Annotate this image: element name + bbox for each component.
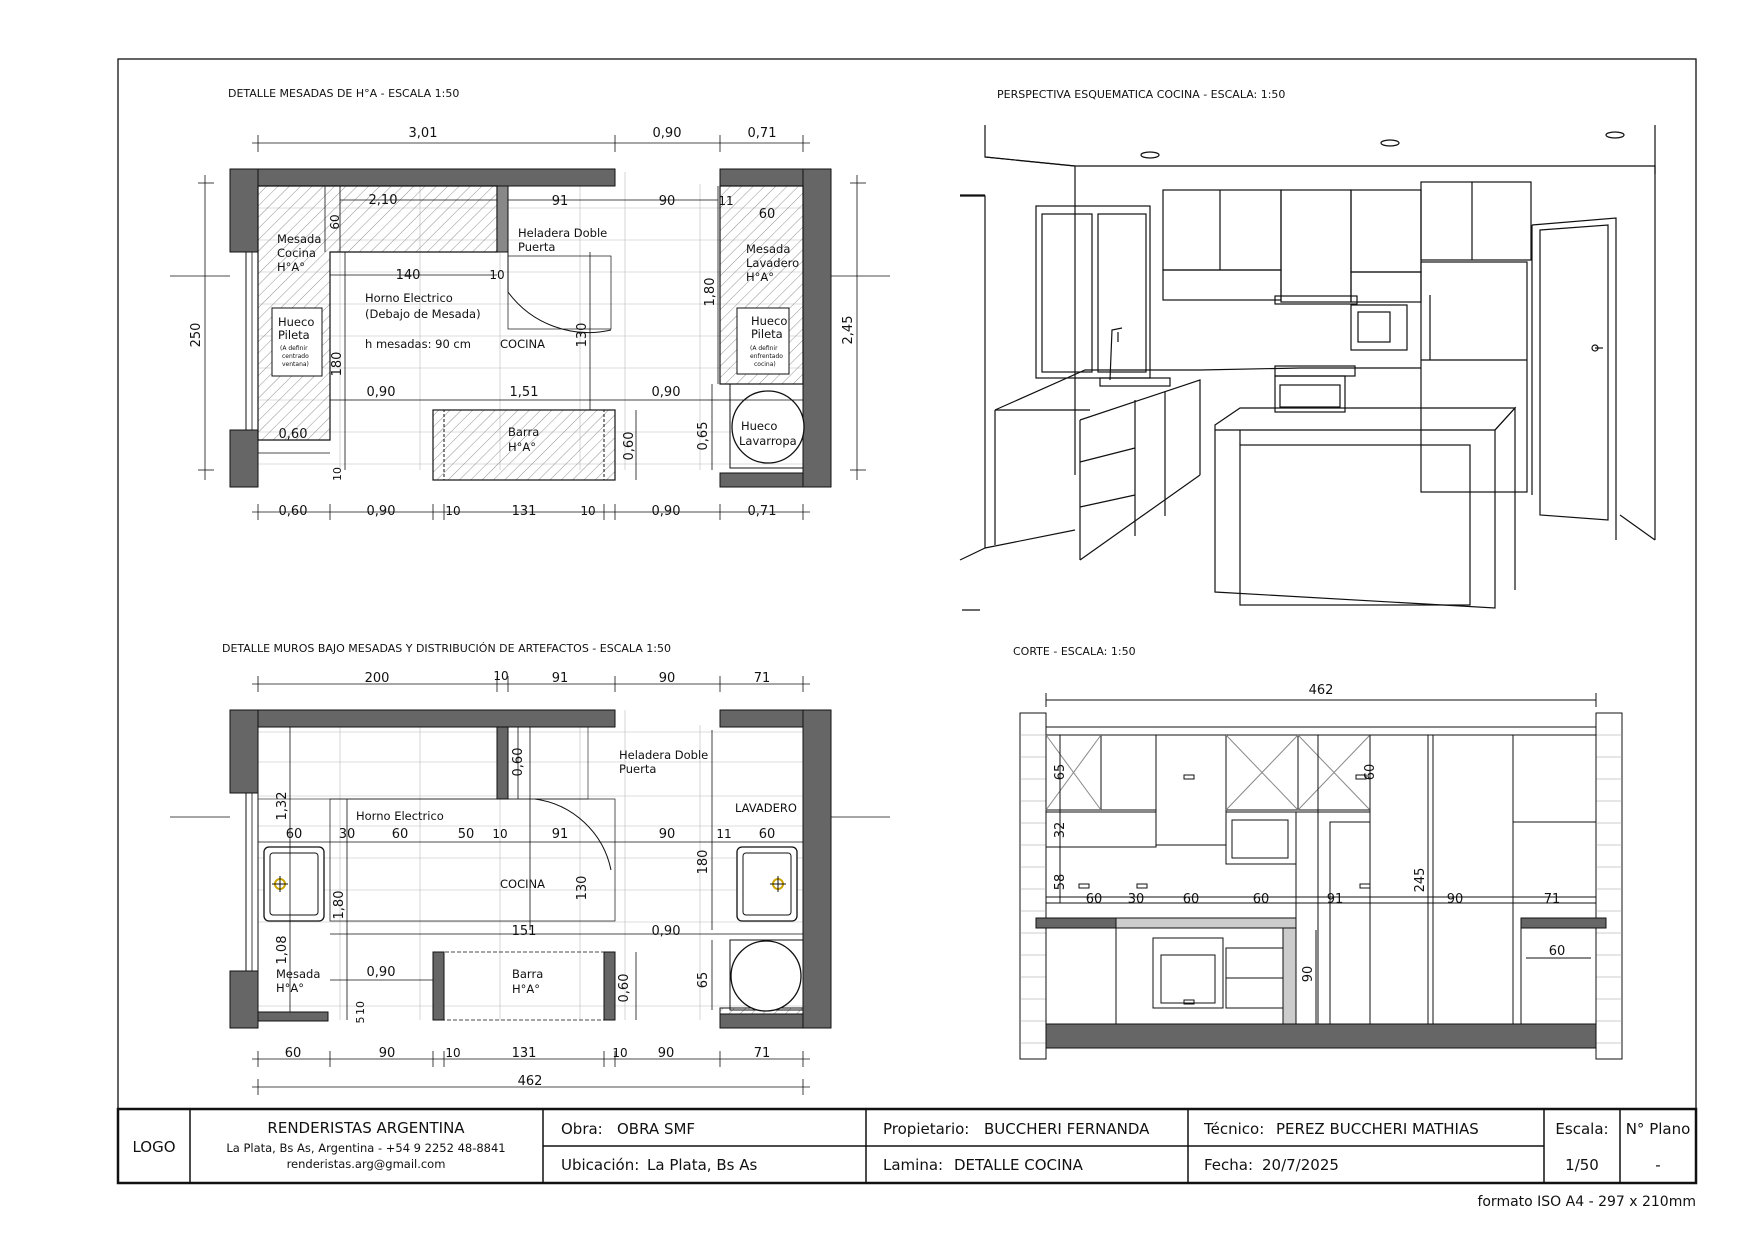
wall-right	[803, 169, 831, 487]
dim-11: 11	[718, 194, 734, 208]
dim-b-090a: 0,90	[651, 924, 681, 939]
label-b-horno: Horno Electrico	[356, 809, 444, 823]
oven-section	[1153, 938, 1223, 1008]
label-mesada-lav-1: Mesada	[746, 242, 791, 256]
dim-b-bot-90: 90	[378, 1046, 396, 1061]
dim-60b: 60	[758, 207, 776, 222]
wall-right-top	[720, 169, 803, 186]
kitchen-perspective	[960, 125, 1655, 610]
dim-b-bot-90b: 90	[657, 1046, 675, 1061]
dim-140: 140	[395, 268, 421, 283]
dim-b-71: 71	[753, 671, 771, 686]
dim-b-65: 65	[696, 971, 711, 989]
perspective-title: PERSPECTIVA ESQUEMATICA COCINA - ESCALA: 1:50	[997, 88, 1286, 101]
dim-left-250: 250	[189, 322, 204, 348]
wall-left-bottom	[230, 430, 258, 487]
tb-ubicacion-label: Ubicación:	[561, 1156, 640, 1174]
dim-sec-60b: 60	[1085, 892, 1103, 907]
dim-bot-071: 0,71	[747, 504, 777, 519]
dim-top-301: 3,01	[408, 126, 438, 141]
label-h-mesadas: h mesadas: 90 cm	[365, 337, 471, 351]
tb-obra-label: Obra:	[561, 1120, 603, 1138]
tb-fecha-value: 20/7/2025	[1262, 1156, 1339, 1174]
dim-b-91: 91	[551, 827, 569, 842]
dim-b-60b: 60	[391, 827, 409, 842]
label-hueco-right-2: Pileta	[751, 327, 783, 341]
dim-065: 0,65	[696, 421, 711, 451]
dim-right-245: 2,45	[841, 315, 856, 345]
upper-cabinets	[1163, 190, 1281, 270]
tb-lamina-value: DETALLE COCINA	[954, 1156, 1083, 1174]
wall-right-top-b	[720, 710, 803, 727]
dim-b-50: 50	[457, 827, 475, 842]
dim-b-11: 11	[716, 827, 732, 841]
wall-right-b	[803, 710, 831, 1028]
dim-180b: 180	[330, 351, 345, 377]
dim-b-30: 30	[338, 827, 356, 842]
plan-top	[170, 126, 890, 520]
label-heladera-1: Heladera Doble	[518, 226, 608, 240]
dim-b-90: 90	[658, 671, 676, 686]
dim-b-200: 200	[364, 671, 390, 686]
dim-bot-090: 0,90	[366, 504, 396, 519]
footer-format: formato ISO A4 - 297 x 210mm	[1477, 1194, 1696, 1210]
doorway	[1532, 218, 1616, 540]
washer-circle-b	[731, 941, 801, 1011]
dim-151: 1,51	[509, 385, 539, 400]
tb-email: renderistas.arg@gmail.com	[286, 1157, 446, 1171]
dim-b-180b: 180	[696, 849, 711, 875]
dim-bot-060: 0,60	[278, 504, 308, 519]
wall-left-top	[230, 169, 258, 252]
label-cocina: COCINA	[500, 337, 545, 351]
tb-escala-value: 1/50	[1565, 1156, 1599, 1174]
dim-bot-090b: 0,90	[651, 504, 681, 519]
dim-bot-10a: 10	[445, 504, 461, 518]
dim-sec-245: 245	[1413, 867, 1428, 893]
dim-b-132: 1,32	[275, 791, 290, 821]
plan-bottom	[170, 669, 890, 1095]
dim-b-180a: 1,80	[332, 890, 347, 920]
label-b-cocina: COCINA	[500, 877, 545, 891]
dim-060b: 0,60	[622, 431, 637, 461]
tb-escala-label: Escala:	[1555, 1120, 1609, 1138]
label-hueco-left-1: Hueco	[278, 315, 315, 329]
dim-b-60a: 60	[285, 827, 303, 842]
label-hueco-left-4: centrado	[282, 353, 309, 360]
dim-b-91: 91	[551, 671, 569, 686]
dim-b-60c: 60	[758, 827, 776, 842]
dim-060: 0,60	[278, 427, 308, 442]
dim-sec-462: 462	[1308, 683, 1334, 698]
dim-sec-71: 71	[1543, 892, 1561, 907]
tb-logo: LOGO	[132, 1138, 176, 1156]
wall-left-bottom-b	[230, 971, 258, 1028]
label-barra-2: H°A°	[508, 440, 537, 454]
fridge	[1421, 262, 1527, 492]
window-perspective	[1036, 206, 1150, 378]
dim-b-bot-60: 60	[284, 1046, 302, 1061]
wall-divider	[497, 186, 508, 252]
dim-sec-91: 91	[1326, 892, 1344, 907]
section-title: CORTE - ESCALA: 1:50	[1013, 645, 1136, 658]
label-mesada-cocina-3: H°A°	[277, 260, 306, 274]
dim-sec-60d: 60	[1252, 892, 1270, 907]
plan-bottom-title: DETALLE MUROS BAJO MESADAS Y DISTRIBUCIÓN DE ARTEFACTOS - ESCALA 1:50	[222, 642, 672, 655]
dim-top-090: 0,90	[652, 126, 682, 141]
label-heladera-2: Puerta	[518, 240, 556, 254]
dim-b-5: 5	[354, 1016, 367, 1024]
dim-b-151: 151	[511, 924, 537, 939]
label-horno-1: Horno Electrico	[365, 291, 453, 305]
label-b-heladera-2: Puerta	[619, 762, 657, 776]
label-hueco-right-4: enfrentado	[750, 353, 783, 360]
tb-tecnico-label: Técnico:	[1204, 1120, 1265, 1138]
island	[1215, 408, 1515, 430]
dim-sec-32: 32	[1053, 821, 1068, 839]
dim-b-10: 10	[493, 669, 509, 683]
dim-sec-90: 90	[1446, 892, 1464, 907]
tb-obra-value: OBRA SMF	[617, 1120, 696, 1138]
dim-sec-60c: 60	[1182, 892, 1200, 907]
dim-bot-10b: 10	[580, 504, 596, 518]
dim-top-071: 0,71	[747, 126, 777, 141]
tb-ubicacion-value: La Plata, Bs As	[647, 1156, 758, 1174]
dim-10b: 10	[331, 467, 344, 481]
label-mesada-cocina-1: Mesada	[277, 232, 322, 246]
label-lavarropa-2: Lavarropa	[739, 434, 797, 448]
dim-b-90: 90	[658, 827, 676, 842]
dim-sec-30: 30	[1127, 892, 1145, 907]
dim-180a: 1,80	[703, 277, 718, 307]
section-cut	[1020, 693, 1622, 1059]
dim-sec-65: 65	[1053, 763, 1068, 781]
tb-fecha-label: Fecha:	[1204, 1156, 1254, 1174]
label-hueco-left-2: Pileta	[278, 328, 310, 342]
label-b-lavadero: LAVADERO	[735, 801, 797, 815]
dim-90: 90	[658, 194, 676, 209]
tb-propietario-label: Propietario:	[883, 1120, 970, 1138]
dim-210: 2,10	[368, 193, 398, 208]
tb-lamina-label: Lamina:	[883, 1156, 944, 1174]
dim-b-bot-131: 131	[511, 1046, 537, 1061]
label-hueco-right-3: (A definir	[750, 345, 778, 352]
dim-090b: 0,90	[651, 385, 681, 400]
wall-stub	[497, 727, 508, 799]
label-b-barra-2: H°A°	[512, 982, 541, 996]
dim-130: 130	[575, 322, 590, 348]
dim-60a: 60	[328, 214, 342, 230]
dim-b-060: 0,60	[511, 747, 526, 777]
dim-b-total-462: 462	[517, 1074, 543, 1089]
label-hueco-left-5: ventana)	[282, 361, 309, 368]
dim-b-bot-71: 71	[753, 1046, 771, 1061]
tb-propietario-value: BUCCHERI FERNANDA	[984, 1120, 1150, 1138]
dim-090a: 0,90	[366, 385, 396, 400]
wall-left-top-b	[230, 710, 258, 793]
door-swing	[508, 252, 611, 333]
dim-b-bot-10b: 10	[612, 1046, 628, 1060]
label-hueco-right-5: cocina)	[754, 361, 776, 368]
tb-address: La Plata, Bs As, Argentina - +54 9 2252 48-8841	[226, 1141, 506, 1155]
label-b-mesada-2: H°A°	[276, 981, 305, 995]
tb-tecnico-value: PEREZ BUCCHERI MATHIAS	[1276, 1120, 1479, 1138]
dim-b-10: 10	[492, 827, 508, 841]
label-b-heladera-1: Heladera Doble	[619, 748, 709, 762]
label-mesada-lav-2: Lavadero	[746, 256, 800, 270]
label-hueco-right-1: Hueco	[751, 314, 788, 328]
sink-right	[737, 847, 797, 921]
tb-nplano-value: -	[1655, 1156, 1661, 1174]
label-b-mesada-1: Mesada	[276, 967, 321, 981]
wall-top	[258, 169, 615, 186]
dim-bot-131: 131	[511, 504, 537, 519]
dim-91: 91	[551, 194, 569, 209]
dim-sec-60e: 60	[1548, 944, 1566, 959]
dim-b-bot-10a: 10	[445, 1046, 461, 1060]
label-b-barra-1: Barra	[512, 967, 544, 981]
label-mesada-lav-3: H°A°	[746, 270, 775, 284]
label-horno-2: (Debajo de Mesada)	[365, 307, 481, 321]
wall-bottom-right	[720, 473, 803, 487]
dim-sec-58: 58	[1053, 873, 1068, 891]
plan-top-title: DETALLE MESADAS DE H°A - ESCALA 1:50	[228, 87, 460, 100]
wall-top-b	[258, 710, 615, 727]
dim-b-130: 130	[575, 875, 590, 901]
label-barra-1: Barra	[508, 425, 540, 439]
tb-company: RENDERISTAS ARGENTINA	[267, 1119, 465, 1137]
dim-10: 10	[489, 268, 505, 282]
label-hueco-left-3: (A definir	[280, 345, 308, 352]
dim-sec-60a: 60	[1363, 763, 1378, 781]
tb-nplano-label: N° Plano	[1625, 1120, 1691, 1138]
dim-b-090b: 0,90	[366, 965, 396, 980]
dim-b-108: 1,08	[275, 935, 290, 965]
dim-sec-90v: 90	[1301, 965, 1316, 983]
label-mesada-cocina-2: Cocina	[277, 246, 316, 260]
label-lavarropa-1: Hueco	[741, 419, 778, 433]
dim-b-10b: 10	[354, 1001, 367, 1015]
floor-slab	[1046, 1024, 1596, 1048]
dim-b-060b: 0,60	[617, 973, 632, 1003]
